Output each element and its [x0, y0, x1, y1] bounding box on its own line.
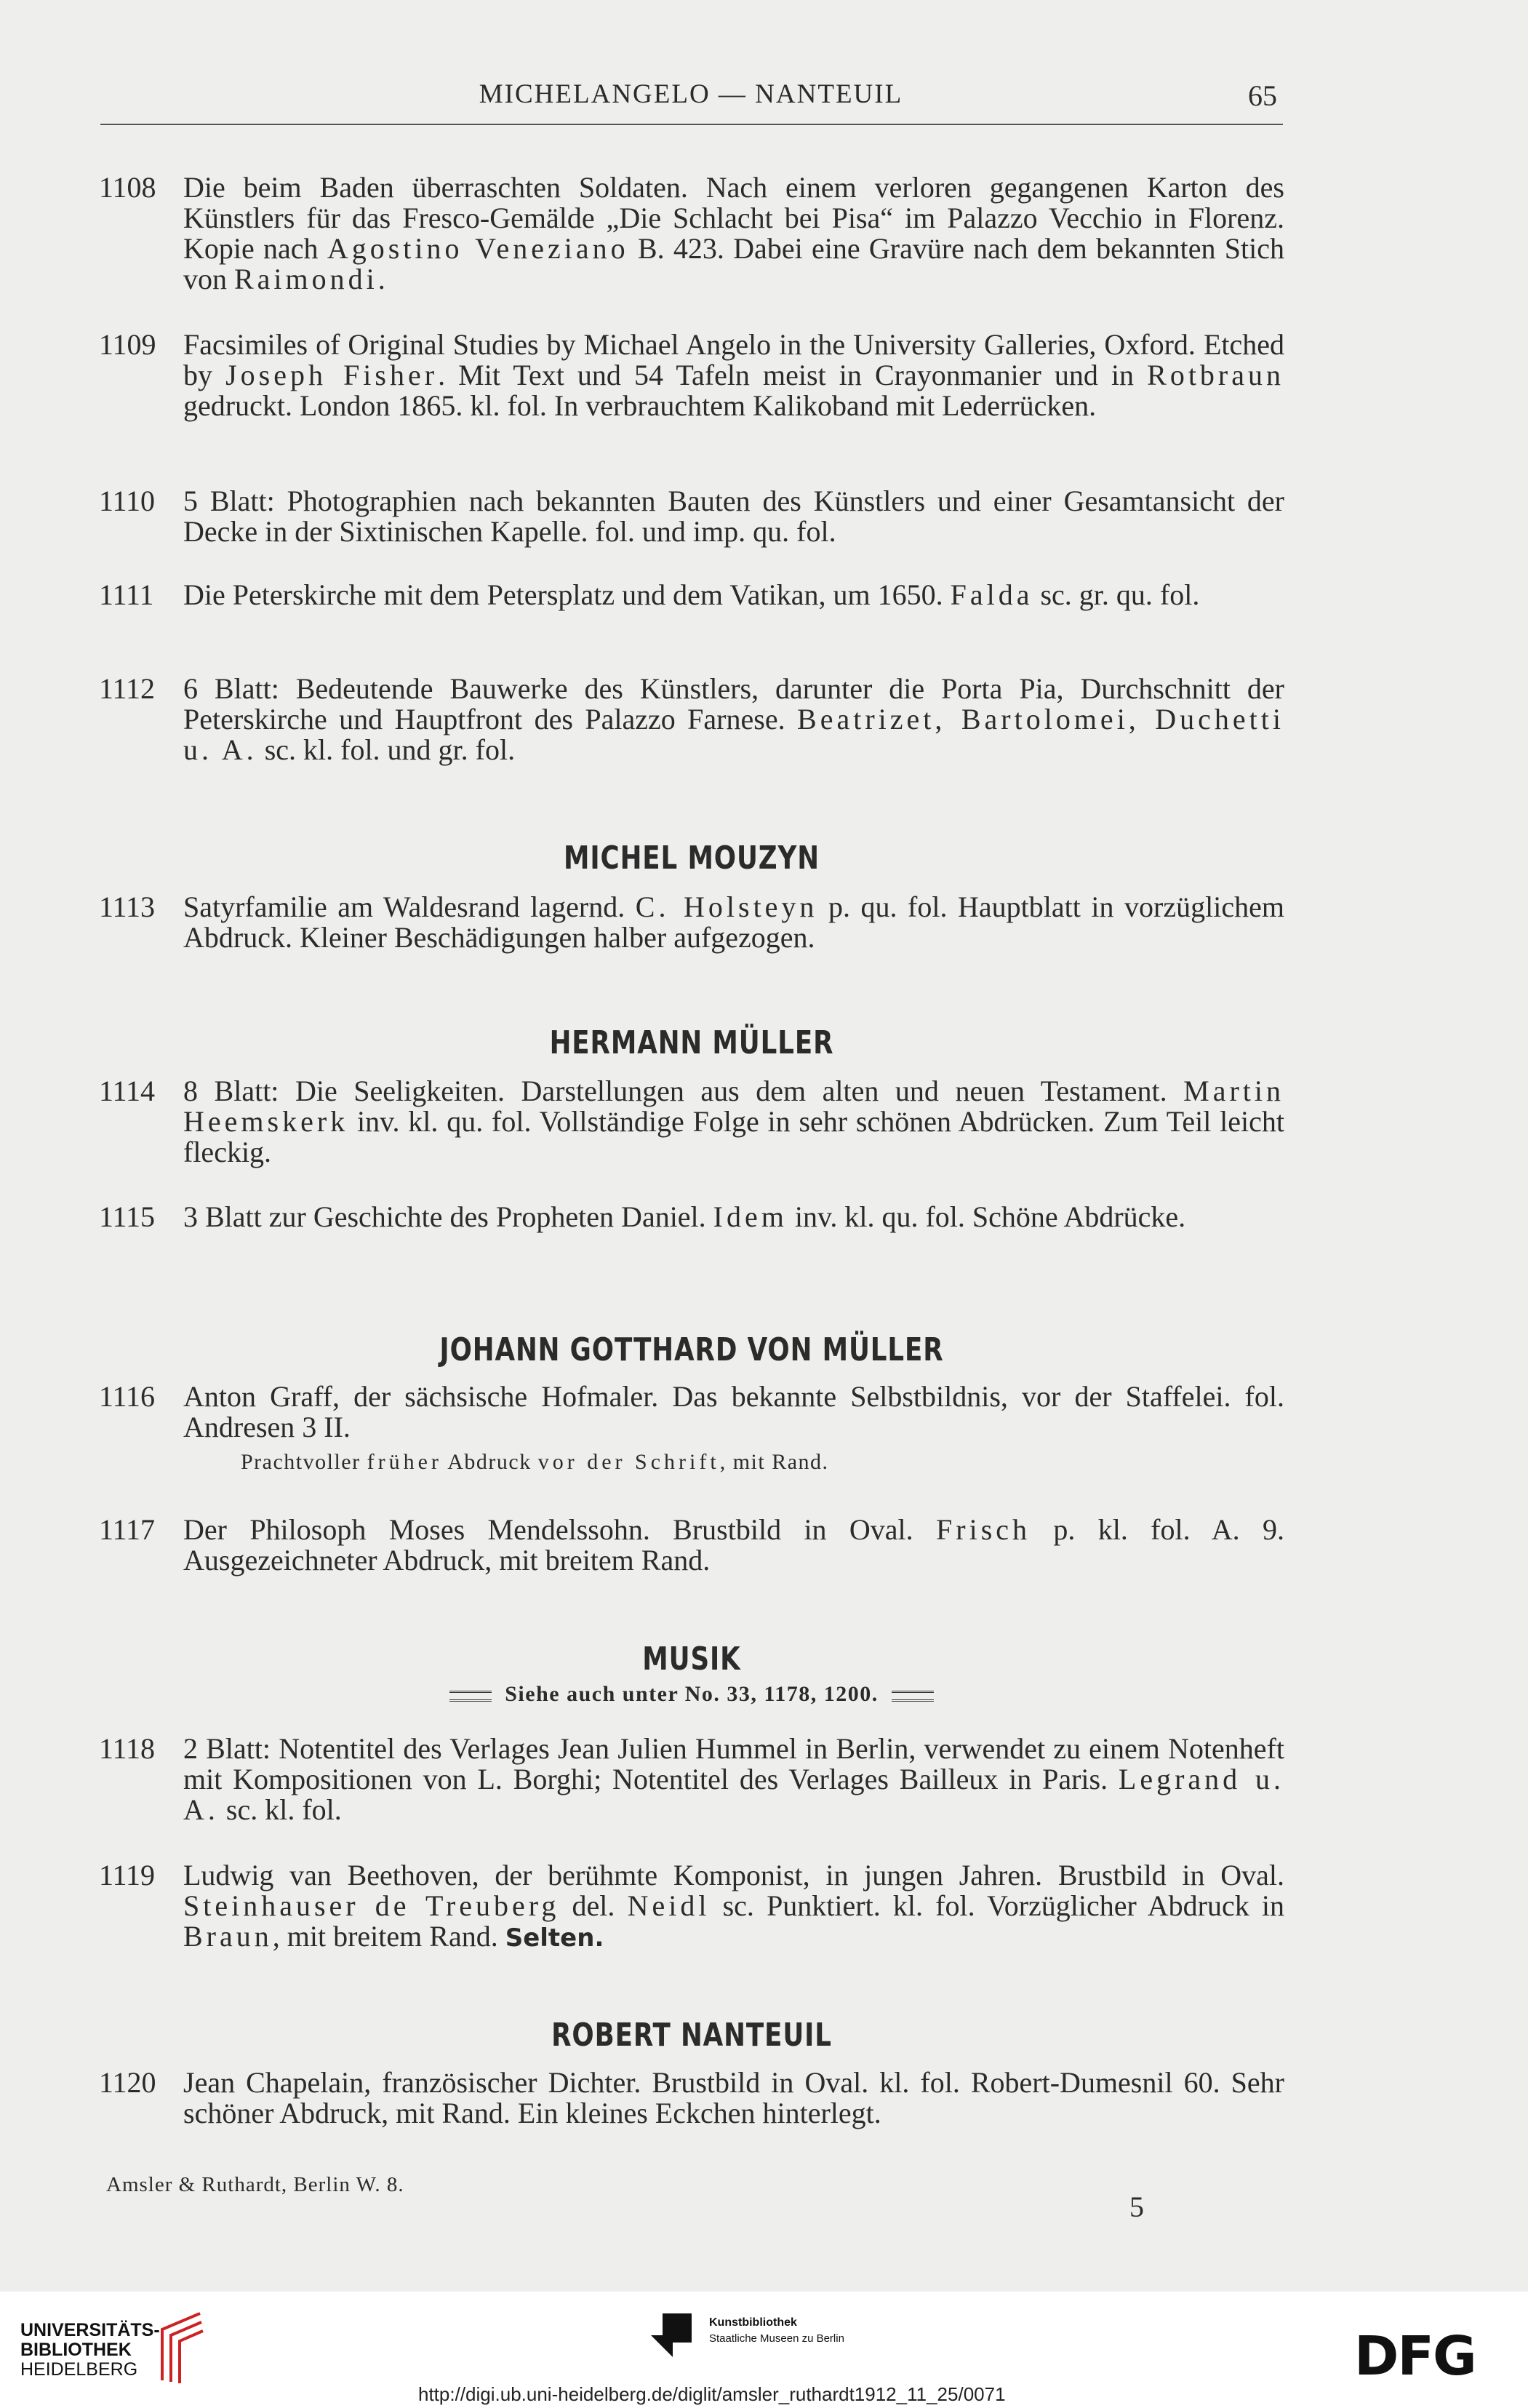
entry-text: Satyrfamilie am Waldesrand lagernd. C. Holsteyn p. qu. fol. Hauptblatt in vorzüglichem Abdruck. Kleiner Beschädigungen halber aufgezogen.: [183, 890, 1284, 954]
sheet-signature: 5: [1129, 2190, 1144, 2223]
ornament-rule-left: [449, 1691, 492, 1702]
entry-number: 1109: [99, 328, 156, 361]
kunstbibliothek-logo-icon: [651, 2313, 696, 2359]
ub-heidelberg-logo[interactable]: UNIVERSITÄTS- BIBLIOTHEK HEIDELBERG: [20, 2320, 160, 2380]
cross-reference: Siehe auch unter No. 33, 1178, 1200.: [99, 1682, 1284, 1707]
section-heading-musik: MUSIK: [642, 1640, 741, 1678]
entry-text: 6 Blatt: Bedeutende Bauwerke des Künstlers, darunter die Porta Pia, Durchschnitt der Peterskirche und Hauptfront des Palazzo Farnese. Beatrizet, Bartolomei, Duchetti u. A. sc. kl. fol. und gr. fol.: [183, 672, 1284, 766]
catalog-entry-1109: [99, 330, 1284, 421]
entry-text: Die beim Baden überraschten Soldaten. Nach einem verloren gegangenen Karton des Künstlers für das Fresco-Gemälde „Die Schlacht bei Pisa“ im Palazzo Vecchio in Florenz. Kopie nach Agostino Veneziano B. 423. Dabei eine Gravüre nach dem bekannten Stich von Raimondi.: [183, 171, 1284, 295]
catalog-entry-1120: [99, 2068, 1284, 2129]
page-number: 65: [1248, 79, 1277, 112]
entry-number: 1119: [99, 1859, 156, 1891]
entry-number: 1115: [99, 1200, 156, 1233]
entry-number: 1114: [99, 1075, 156, 1107]
entry-text: Der Philosoph Moses Mendelssohn. Brustbild in Oval. Frisch p. kl. fol. A. 9. Ausgezeichneter Abdruck, mit breitem Rand.: [183, 1513, 1284, 1576]
ornament-rule-right: [892, 1691, 934, 1702]
entry-note: Prachtvoller früher Abdruck vor der Schrift, mit Rand.: [241, 1450, 829, 1474]
entry-text: Jean Chapelain, französischer Dichter. Brustbild in Oval. kl. fol. Robert-Dumesnil 60. Sehr schöner Abdruck, mit Rand. Ein kleines Eckchen hinterlegt.: [183, 2066, 1284, 2129]
section-heading-jg-von-mueller: JOHANN GOTTHARD VON MÜLLER: [439, 1331, 944, 1368]
ub-heidelberg-mark-icon: [156, 2308, 207, 2388]
entry-number: 1112: [99, 672, 156, 705]
entry-text: Facsimiles of Original Studies by Michael Angelo in the University Galleries, Oxford. Etched by Joseph Fisher. Mit Text und 54 Tafeln meist in Crayonmanier und in Rotbraun gedruckt. London 1865. kl. fol. In verbrauchtem Kalikoband mit Lederrücken.: [183, 328, 1285, 422]
catalog-entry-1111: [99, 580, 1284, 610]
entry-text: 3 Blatt zur Geschichte des Propheten Daniel. Idem inv. kl. qu. fol. Schöne Abdrücke.: [183, 1200, 1186, 1233]
catalog-entry-1115: [99, 1202, 1284, 1232]
section-heading-nanteuil: ROBERT NANTEUIL: [551, 2017, 832, 2054]
catalog-entry-1119: [99, 1860, 1284, 1953]
section-heading-hermann-mueller: HERMANN MÜLLER: [549, 1024, 834, 1061]
entry-number: 1118: [99, 1732, 156, 1765]
catalog-entry-1108: [99, 172, 1284, 295]
entry-number: 1120: [99, 2066, 156, 2099]
entry-text: 5 Blatt: Photographien nach bekannten Bauten des Künstlers und einer Gesamtansicht der Decke in der Sixtinischen Kapelle. fol. und imp. qu. fol.: [183, 485, 1284, 548]
entry-text: Die Peterskirche mit dem Petersplatz und dem Vatikan, um 1650. Falda sc. gr. qu. fol.: [183, 578, 1200, 611]
catalog-entry-1112: [99, 674, 1284, 765]
header-rule: [100, 124, 1283, 125]
entry-number: 1108: [99, 171, 156, 204]
entry-number: 1117: [99, 1513, 156, 1546]
entry-text: Anton Graff, der sächsische Hofmaler. Das bekannte Selbstbildnis, vor der Staffelei. fol. Andresen 3 II.: [183, 1380, 1284, 1443]
permalink-url[interactable]: http://digi.ub.uni-heidelberg.de/diglit/amsler_ruthardt1912_11_25/0071: [418, 2383, 1006, 2405]
digitization-footer: [0, 2292, 1528, 2408]
entry-number: 1110: [99, 485, 156, 517]
catalog-entry-1113: [99, 892, 1284, 953]
catalog-entry-1116: [99, 1382, 1284, 1478]
dfg-logo[interactable]: DFG: [1354, 2325, 1476, 2388]
printer-imprint: Amsler & Ruthardt, Berlin W. 8.: [106, 2173, 404, 2196]
kunstbibliothek-label: Kunstbibliothek Staatliche Museen zu Berlin: [709, 2316, 844, 2345]
running-title: MICHELANGELO — NANTEUIL: [479, 79, 903, 109]
entry-number: 1111: [99, 578, 154, 611]
entry-text: 2 Blatt: Notentitel des Verlages Jean Julien Hummel in Berlin, verwendet zu einem Notenheft mit Kompositionen von L. Borghi; Notentitel des Verlages Bailleux in Paris. Legrand u. A. sc. kl. fol.: [183, 1732, 1284, 1826]
entry-number: 1116: [99, 1380, 156, 1413]
entry-text: Ludwig van Beethoven, der berühmte Komponist, in jungen Jahren. Brustbild in Oval. Steinhauser de Treuberg del. Neidl sc. Punktiert. kl. fol. Vorzüglicher Abdruck in Braun, mit breitem Rand. Selten.: [183, 1859, 1285, 1953]
catalog-entry-1114: [99, 1076, 1284, 1168]
section-heading-mouzyn: MICHEL MOUZYN: [564, 840, 820, 877]
catalog-entry-1117: [99, 1515, 1284, 1576]
entry-number: 1113: [99, 890, 156, 923]
catalog-entry-1110: [99, 486, 1284, 547]
catalog-entry-1118: [99, 1734, 1284, 1825]
entry-text: 8 Blatt: Die Seeligkeiten. Darstellungen aus dem alten und neuen Testament. Martin Heemskerk inv. kl. qu. fol. Vollständige Folge in sehr schönen Abdrücken. Zum Teil leicht fleckig.: [183, 1075, 1284, 1168]
